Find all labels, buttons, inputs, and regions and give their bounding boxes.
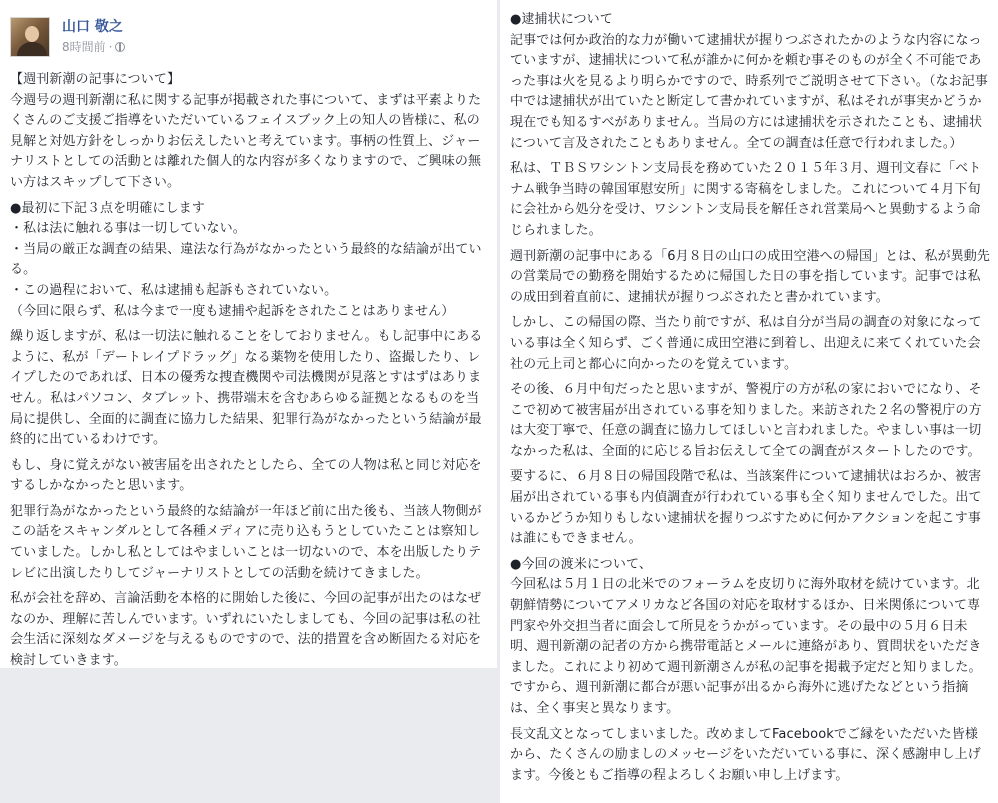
post-header [10,10,480,56]
avatar[interactable] [10,17,50,57]
post-paragraph: その後、６月中旬だったと思いますが、警視庁の方が私の家においでになり、そこで初めて被害届が出されている事を知りました。来訪された２名の警視庁の方は大変丁寧で、任意の調査に協力してほしいと言われました。やましい事は一切なかった私は、全面的に応じる旨お伝えして全ての調査がスタートしたのです。 [510,382,982,459]
post-paragraph: 長文乱文となってしまいました。改めましてFacebookでご縁をいただいた皆様から、たくさんの励ましのメッセージをいただいている事に、深く感謝申し上げます。今後ともご指導の程よろしくお願い申し上げます。 [510,726,981,783]
avatar-head-shape [25,26,39,42]
post-timestamp-link[interactable]: 8時間前 [62,40,106,54]
post-paragraph: ●今回の渡米について、 今回私は５月１日の北米でのフォーラムを皮切りに海外取材を続けています。北朝鮮情勢についてアメリカなど各国の対応を取材するほか、日米関係について専門家や外交担当者に面会して所見をうかがっています。その最中の５月６日未明、週刊新潮の記者の方から携帯電話とメールに連絡があり、質問状をいただきました。これにより初めて週刊新潮さんが私の記事を掲載予定だと知りました。ですから、週刊新潮に都合が悪い記事が出るから海外に逃げたなどという指摘は、全く事実と異なります。 [510,556,982,716]
post-paragraph: 要するに、６月８日の帰国段階で私は、当該案件について逮捕状はおろか、被害届が出されている事も内偵調査が行われている事も全く知りませんでした。出ているかどうか知りもしない逮捕状を握りつぶすために何かアクションを起こす事は誰にもできません。 [510,469,982,547]
post-card-right [500,0,998,803]
post-body-right [510,10,990,791]
post-paragraph: 週刊新潮の記事中にある「6月８日の山口の成田空港への帰国」とは、私が異動先の営業局での勤務を開始するために帰国した日の事を指しています。記事では私の成田到着直前に、逮捕状が握りつぶされたと書かれています。 [510,248,990,305]
post-card-left [0,0,497,668]
post-meta [62,38,125,55]
post-paragraph: 【週刊新潮の記事について】 今週号の週刊新潮に私に関する記事が掲載された事について、まずは平素よりたくさんのご支援ご指導をいただいているフェイスブック上の知人の皆様に、私の見解と対処方針をしっかりお伝えしたいと考えています。事柄の性質上、ジャーナリストとしての活動とは離れた個人的な内容が多くなりますので、ご興味の無い方はスキップして下さい。 [10,72,482,190]
post-paragraph: 犯罪行為がなかったという最終的な結論が一年ほど前に出た後も、当該人物側がこの話をスキャンダルとして各種メディアに売り込もうとしていたことは察知していました。しかし私としてはやましいことは一切ないので、本を出版したりテレビに出演したりしてジャーナリストとしての活動を続けてきました。 [10,503,482,581]
post-paragraph: 私が会社を辞め、言論活動を本格的に開始した後に、今回の記事が出たのはなぜなのか、理解に苦しんでいます。いずれにいたしましても、今回の記事は私の社会生活に深刻なダメージを与えるものですので、法的措置を含め断固たる対応を検討していきます。 [10,591,482,668]
post-paragraph: ●最初に下記３点を明確にします ・私は法に触れる事は一切していない。 ・当局の厳正な調査の結果、違法な行為がなかったという最終的な結論が出ている。 ・この過程において、私は逮捕も起訴もされていない。 （今回に限らず、私は今まで一度も逮捕や起訴をされたことはありません） [10,200,482,319]
post-paragraph: 私は、ＴＢＳワシントン支局長を務めていた２０１５年３月、週刊文春に「ベトナム戦争当時の韓国軍慰安所」に関する寄稿をしました。これについて４月下旬に会社から処分を受け、ワシントン支局長を解任され営業局へと異動するよう命じられました。 [510,161,982,238]
meta-separator: · [108,40,113,54]
post-body-left [10,70,487,668]
post-paragraph: ●逮捕状について 記事では何か政治的な力が働いて逮捕状が握りつぶされたかのような内容になっていますが、逮捕状について私が誰かに何かを頼む事そのものが全く不可能であった事は火を見るより明らかですので、時系列でご説明させて下さい。（なお記事中では逮捕状が出ていたと断定して書かれていますが、私はそれが事実かどうか現在でも知るすべがありません。当局の方には逮捕状を示されたことも、逮捕状について言及されたこともありません。全ての調査は任意で行われました。） [510,12,988,151]
post-paragraph: しかし、この帰国の際、当たり前ですが、私は自分が当局の調査の対象になっている事は全く知らず、ごく普通に成田空港に到着し、出迎えに来てくれていた会社の元上司と都心に向かったのを覚えています。 [510,315,982,372]
author-name-link[interactable]: 山口 敬之 [62,19,123,35]
avatar-shoulders-shape [17,42,47,56]
globe-icon[interactable] [115,42,125,52]
post-paragraph: 繰り返しますが、私は一切法に触れることをしておりません。もし記事中にあるように、私が「デートレイプドラッグ」なる薬物を使用したり、盗撮したり、レイプしたのであれば、日本の優秀な捜査機関や司法機関が見落とすはずはありません。私はパソコン、タブレット、携帯端末を含むあらゆる証拠となるものを当局に提供し、全面的に調査に協力した結果、犯罪行為がなかったという結論が最終的に出ているわけです。 [10,329,483,448]
post-paragraph: もし、身に覚えがない被害届を出されたとしたら、全ての人物は私と同じ対応をするしかなかったと思います。 [10,457,482,494]
